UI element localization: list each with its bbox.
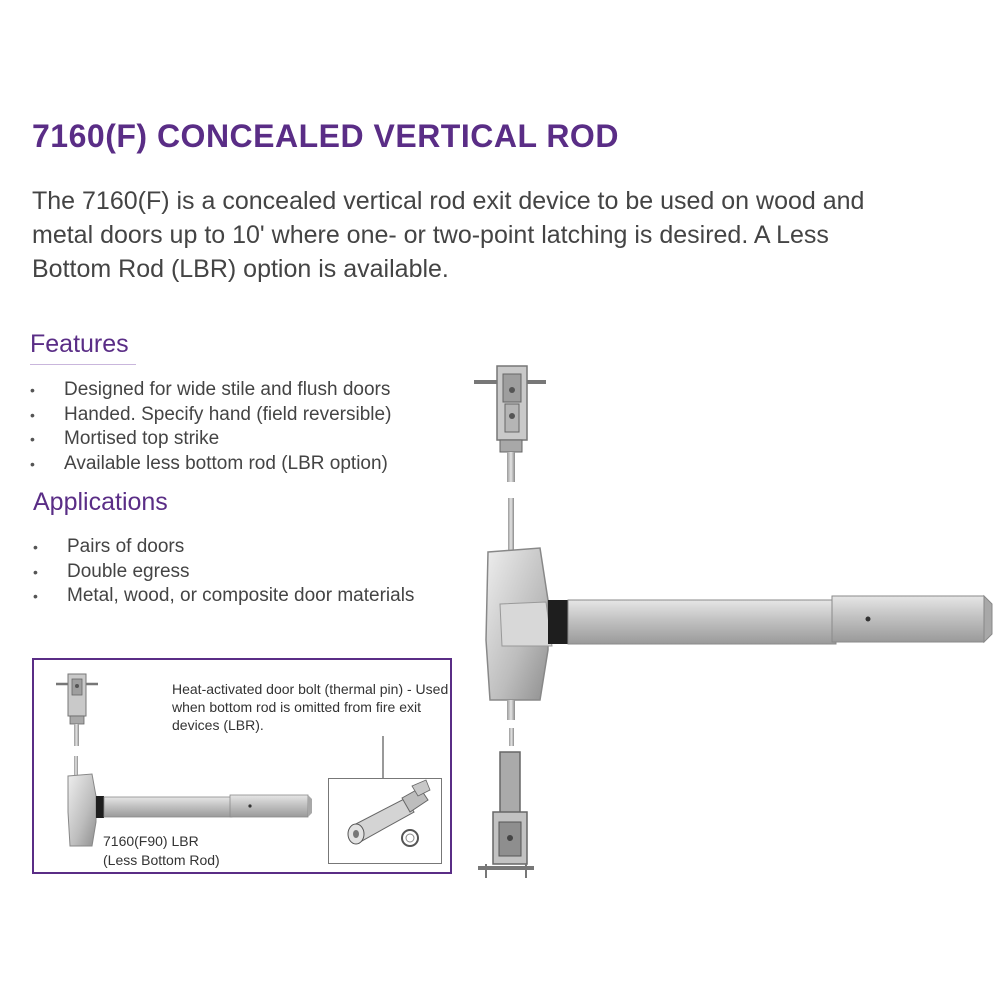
- feature-item: • Mortised top strike: [30, 427, 391, 452]
- thermal-pin-caption: Heat-activated door bolt (thermal pin) - Used when bottom rod is omitted from fire exit devices (LBR).: [172, 681, 449, 733]
- applications-heading: Applications: [33, 488, 168, 516]
- exit-device-head: [486, 548, 570, 700]
- application-item: • Double egress: [33, 560, 414, 585]
- feature-item: • Available less bottom rod (LBR option): [30, 452, 391, 477]
- feature-item: • Designed for wide stile and flush doors: [30, 378, 391, 403]
- lbr-caption: [103, 832, 220, 870]
- upper-rod: [507, 452, 515, 482]
- features-heading: Features: [30, 330, 129, 358]
- push-bar: [568, 596, 992, 644]
- page-title: 7160(F) CONCEALED VERTICAL ROD: [32, 118, 619, 154]
- upper-rod-lower: [508, 498, 514, 550]
- feature-item: • Handed. Specify hand (field reversible): [30, 403, 391, 428]
- main-exit-device: [474, 366, 992, 878]
- small-top-latch-icon: [56, 674, 98, 724]
- application-item: • Pairs of doors: [33, 535, 414, 560]
- lbr-caption-description: (Less Bottom Rod): [103, 852, 220, 868]
- intro-paragraph: The 7160(F) is a concealed vertical rod exit device to be used on wood and metal doors up to 10' where one- or two-point latching is desired. A Less Bottom Rod (LBR) option is available.: [32, 187, 865, 283]
- thermal-pin-icon: [348, 780, 430, 846]
- application-item: • Metal, wood, or composite door materials: [33, 584, 414, 609]
- bottom-latch-icon: [478, 752, 534, 878]
- top-latch-icon: [474, 366, 546, 452]
- lbr-caption-model: 7160(F90) LBR: [103, 833, 199, 849]
